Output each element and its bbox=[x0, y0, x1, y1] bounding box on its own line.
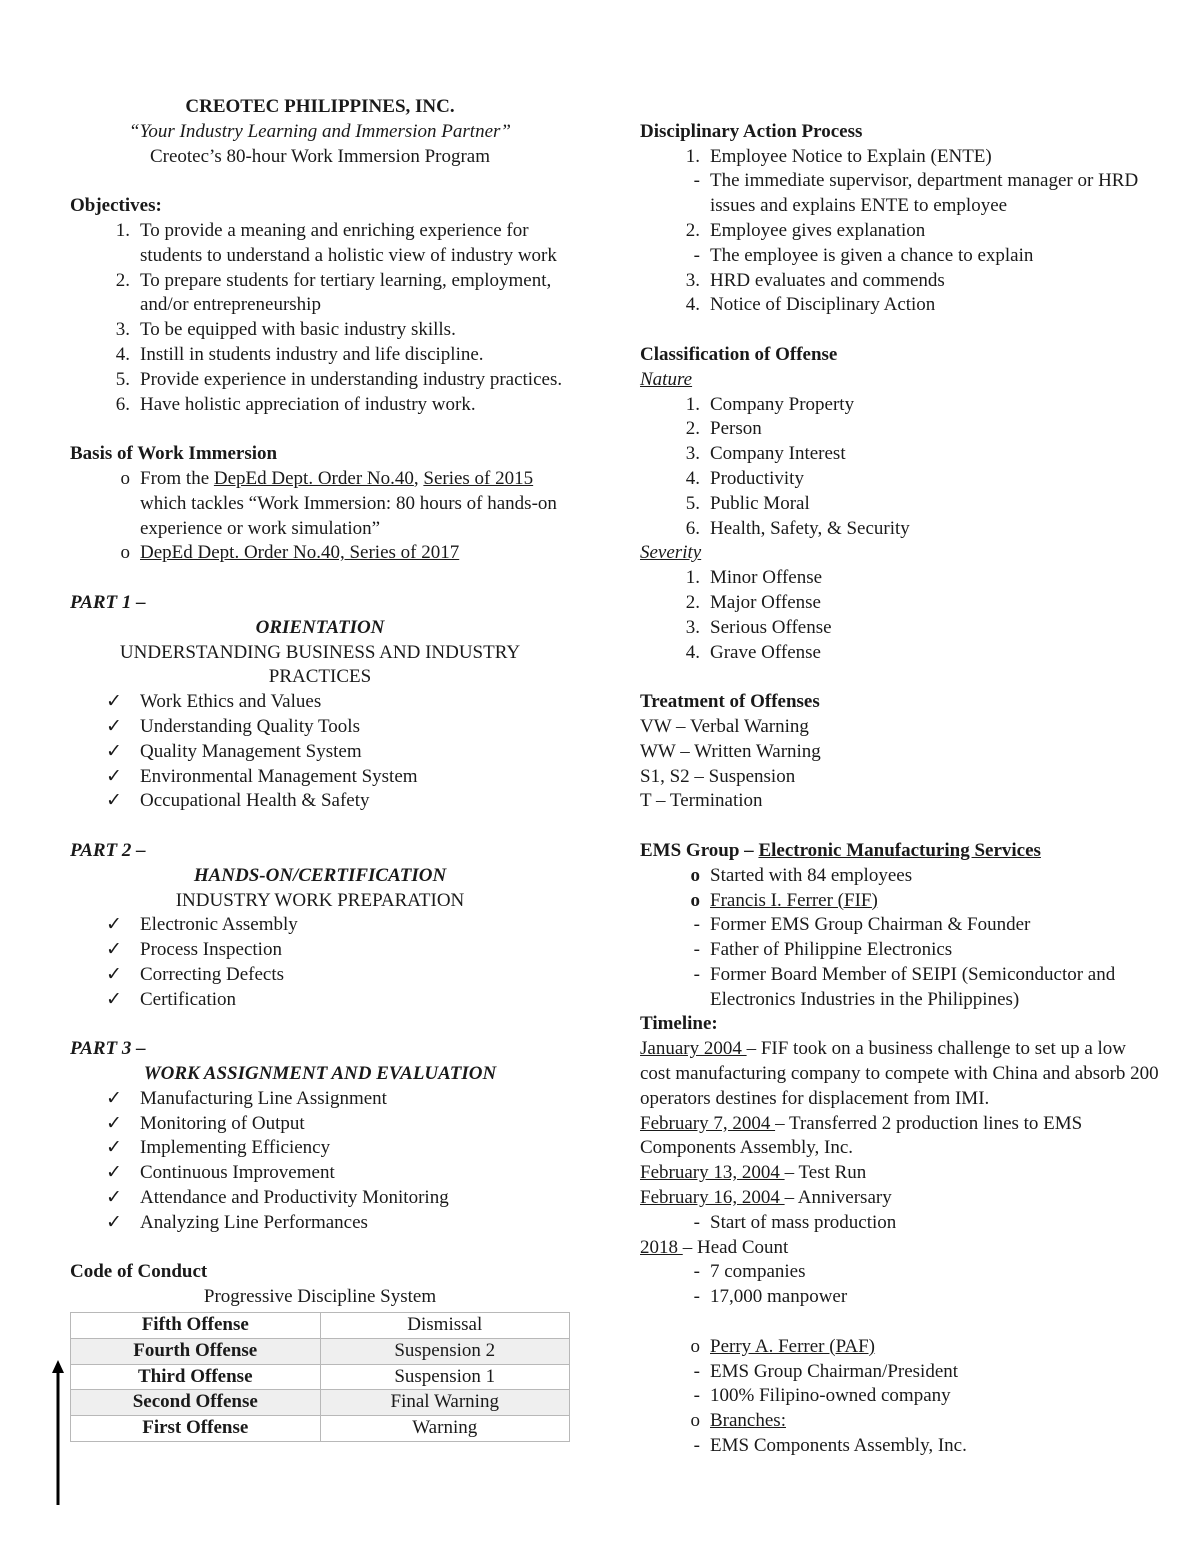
check-icon: ✓ bbox=[106, 1187, 122, 1209]
check-icon: ✓ bbox=[106, 914, 122, 936]
list-item: 6. Health, Safety, & Security bbox=[685, 517, 910, 539]
list-item: - 7 companies bbox=[693, 1261, 806, 1283]
check-icon: ✓ bbox=[106, 1087, 122, 1109]
deped-order-link[interactable]: DepEd Dept. Order No.40 bbox=[213, 467, 414, 489]
check-icon: ✓ bbox=[106, 963, 122, 985]
list-item: - Former Board Member of SEIPI (Semiconductor and Electronics Industries in the Philippines) bbox=[693, 963, 1116, 1010]
part2-subtitle: INDUSTRY WORK PREPARATION bbox=[175, 889, 465, 911]
treatment-line: WW – Written Warning bbox=[640, 740, 821, 762]
list-item: 3. Serious Offense bbox=[685, 616, 832, 638]
list-item: ✓ Electronic Assembly bbox=[70, 913, 570, 938]
list-item: 1. Minor Offense bbox=[685, 567, 823, 589]
list-item: 2. Employee gives explanation bbox=[685, 219, 926, 241]
timeline-entry: 2018 – Head Count bbox=[640, 1236, 789, 1258]
company-title: CREOTEC PHILIPPINES, INC. bbox=[185, 96, 455, 117]
list-item: - 100% Filipino-owned company bbox=[693, 1385, 951, 1407]
list-item: ✓ Certification bbox=[70, 988, 570, 1013]
objectives-heading: Objectives: bbox=[70, 195, 162, 217]
timeline-entry: February 16, 2004 – Anniversary bbox=[640, 1187, 892, 1209]
treatment-heading: Treatment of Offenses bbox=[640, 691, 820, 713]
list-item: 3. Company Interest bbox=[685, 443, 846, 465]
part3-title: WORK ASSIGNMENT AND EVALUATION bbox=[143, 1063, 497, 1085]
table-row: First Offense Warning bbox=[71, 1416, 570, 1442]
check-icon: ✓ bbox=[106, 1162, 122, 1184]
check-icon: ✓ bbox=[106, 1137, 122, 1159]
disciplinary-heading: Disciplinary Action Process bbox=[640, 120, 863, 142]
list-item: 2. Major Offense bbox=[685, 591, 821, 613]
deped-order-2017-link[interactable]: DepEd Dept. Order No.40, Series of 2017 bbox=[140, 542, 460, 564]
part2-label: PART 2 – bbox=[70, 839, 146, 861]
list-item: o Francis I. Ferrer (FIF) bbox=[640, 889, 1160, 914]
ems-link[interactable]: Electronic Manufacturing Services bbox=[758, 839, 1041, 861]
nature-label: Nature bbox=[640, 368, 693, 390]
part1-title: ORIENTATION bbox=[255, 616, 385, 638]
list-item: ✓ Quality Management System bbox=[70, 740, 570, 765]
list-item: ✓ Monitoring of Output bbox=[70, 1112, 570, 1137]
list-item: 3. To be equipped with basic industry skills. bbox=[115, 319, 456, 341]
list-item: 6. Have holistic appreciation of industry work. bbox=[115, 393, 476, 415]
table-title: Progressive Discipline System bbox=[203, 1286, 437, 1308]
severity-label: Severity bbox=[640, 542, 702, 564]
bullet-icon: o bbox=[690, 1410, 700, 1432]
list-item: - Father of Philippine Electronics bbox=[693, 939, 953, 961]
bullet-icon: o bbox=[690, 1335, 700, 1357]
timeline-heading: Timeline: bbox=[640, 1013, 718, 1035]
list-item: 4. Notice of Disciplinary Action bbox=[685, 294, 936, 316]
list-item: o From the DepEd Dept. Order No.40, Series of 2015 which tackles “Work Immersion: 80 hours of hands-on experience or work simulation” bbox=[70, 467, 570, 541]
part1-subtitle: UNDERSTANDING BUSINESS AND INDUSTRY PRACTICES bbox=[119, 641, 521, 688]
treatment-line: T – Termination bbox=[640, 790, 763, 812]
list-item: ✓ Work Ethics and Values bbox=[70, 690, 570, 715]
right-column bbox=[640, 95, 1160, 1459]
bullet-icon: o bbox=[120, 467, 130, 489]
basis-heading: Basis of Work Immersion bbox=[70, 443, 278, 465]
bullet-icon: o bbox=[690, 864, 700, 886]
table-row: Fourth Offense Suspension 2 bbox=[71, 1338, 570, 1364]
list-item: 2. Person bbox=[685, 418, 762, 440]
bullet-icon: o bbox=[120, 542, 130, 564]
treatment-line: S1, S2 – Suspension bbox=[640, 765, 796, 787]
objectives-list bbox=[70, 219, 570, 417]
check-icon: ✓ bbox=[106, 1112, 122, 1134]
list-item: ✓ Understanding Quality Tools bbox=[70, 715, 570, 740]
list-item: - The employee is given a chance to explain bbox=[693, 244, 1034, 266]
list-item: - EMS Components Assembly, Inc. bbox=[693, 1435, 967, 1457]
list-item bbox=[70, 541, 570, 566]
timeline-entry: February 7, 2004 – Transferred 2 production lines to EMS Components Assembly, Inc. bbox=[640, 1112, 1083, 1159]
ems-heading: EMS Group – Electronic Manufacturing Services bbox=[640, 839, 1041, 861]
list-item: 3. HRD evaluates and commends bbox=[685, 269, 945, 291]
list-item: - EMS Group Chairman/President bbox=[693, 1360, 959, 1382]
list-item: - Former EMS Group Chairman & Founder bbox=[693, 914, 1031, 936]
check-icon: ✓ bbox=[106, 790, 122, 812]
timeline-entry: January 2004 – FIF took on a business challenge to set up a low cost manufacturing company to compete with China and absorb 200 operators destines for displacement from IMI. bbox=[640, 1038, 1159, 1109]
left-column bbox=[70, 95, 570, 1442]
series-2015-link[interactable]: Series of 2015 bbox=[423, 467, 534, 489]
list-item: o Started with 84 employees bbox=[640, 864, 1160, 889]
program-title: Creotec’s 80-hour Work Immersion Program bbox=[149, 145, 491, 167]
check-icon: ✓ bbox=[106, 765, 122, 787]
table-row: Third Offense Suspension 1 bbox=[71, 1364, 570, 1390]
classification-heading: Classification of Offense bbox=[640, 343, 838, 365]
list-item: 1. Employee Notice to Explain (ENTE) bbox=[685, 145, 992, 167]
list-item: ✓ Process Inspection bbox=[70, 938, 570, 963]
part2-title: HANDS-ON/CERTIFICATION bbox=[193, 864, 447, 886]
list-item: ✓ Occupational Health & Safety bbox=[70, 789, 570, 814]
list-item: 1. To provide a meaning and enriching experience for students to understand a holistic view of industry work bbox=[115, 219, 557, 266]
list-item: - The immediate supervisor, department manager or HRD issues and explains ENTE to employee bbox=[693, 170, 1139, 217]
part3-label: PART 3 – bbox=[70, 1038, 146, 1060]
list-item: - Start of mass production bbox=[693, 1211, 897, 1233]
table-row: Second Offense Final Warning bbox=[71, 1390, 570, 1416]
list-item: 2. To prepare students for tertiary learning, employment, and/or entrepreneurship bbox=[115, 269, 552, 316]
check-icon: ✓ bbox=[106, 988, 122, 1010]
bullet-icon: o bbox=[690, 889, 700, 911]
list-item: ✓ Continuous Improvement bbox=[70, 1161, 570, 1186]
check-icon: ✓ bbox=[106, 939, 122, 961]
check-icon: ✓ bbox=[106, 691, 122, 713]
check-icon: ✓ bbox=[106, 740, 122, 762]
check-icon: ✓ bbox=[106, 715, 122, 737]
list-item: ✓ Correcting Defects bbox=[70, 963, 570, 988]
treatment-line: VW – Verbal Warning bbox=[640, 715, 809, 737]
conduct-heading: Code of Conduct bbox=[70, 1261, 208, 1283]
list-item: o Branches: bbox=[640, 1409, 1160, 1434]
list-item: ✓ Implementing Efficiency bbox=[70, 1136, 570, 1161]
list-item: 5. Provide experience in understanding industry practices. bbox=[115, 368, 563, 390]
list-item: 4. Instill in students industry and life discipline. bbox=[115, 343, 484, 365]
list-item: ✓ Environmental Management System bbox=[70, 765, 570, 790]
part1-label: PART 1 – bbox=[70, 591, 146, 613]
arrow-up-icon bbox=[50, 1360, 66, 1505]
list-item: 4. Productivity bbox=[685, 467, 804, 489]
list-item: ✓ Attendance and Productivity Monitoring bbox=[70, 1186, 570, 1211]
list-item: o Perry A. Ferrer (PAF) bbox=[640, 1335, 1160, 1360]
table-row: Fifth Offense Dismissal bbox=[71, 1313, 570, 1339]
list-item: 4. Grave Offense bbox=[685, 641, 821, 663]
list-item: ✓ Manufacturing Line Assignment bbox=[70, 1087, 570, 1112]
list-item: - 17,000 manpower bbox=[693, 1286, 848, 1308]
list-item: 1. Company Property bbox=[685, 393, 855, 415]
discipline-table bbox=[70, 1312, 570, 1442]
company-tagline: “Your Industry Learning and Immersion Partner” bbox=[129, 120, 511, 142]
check-icon: ✓ bbox=[106, 1211, 122, 1233]
list-item: 5. Public Moral bbox=[685, 492, 810, 514]
timeline-entry: February 13, 2004 – Test Run bbox=[640, 1162, 867, 1184]
list-item: ✓ Analyzing Line Performances bbox=[70, 1211, 570, 1236]
